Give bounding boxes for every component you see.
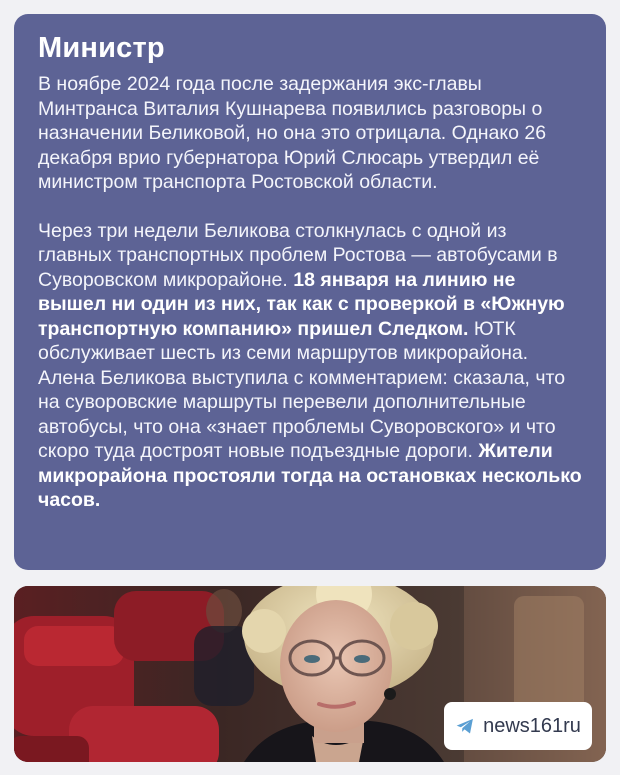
paragraph-2-text-a: Через три недели Беликова столкнулась с одной из главных транспортных проблем Ростова — автобусами в Суворовском микрорайоне. — [38, 219, 558, 291]
telegram-icon — [455, 716, 475, 736]
paragraph-2-bold-d: Жители микрорайона простояли тогда на остановках несколько часов. — [38, 440, 582, 511]
paragraph-2-bold-b: 18 января на линию не вышел ни один из них, так как с проверкой в «Южную транспортную компанию» пришел Следком. — [38, 268, 565, 340]
paragraph-2 — [38, 219, 584, 513]
paragraph-2-text-c: ЮТК обслуживает шесть из семи маршрутов микрорайона. Алена Беликова выступила с комментарием: сказала, что на суворовские маршруты перевели дополнительные автобусы, что она «знает проблемы Суворовского» и что скоро туда достроят новые подъездные дороги. — [38, 317, 566, 462]
source-badge[interactable] — [444, 702, 592, 750]
section-heading: Министр — [38, 32, 165, 64]
portrait-photo — [14, 586, 606, 762]
source-badge-label: news161ru — [483, 714, 581, 737]
text-card — [14, 14, 606, 570]
paragraph-1: В ноябре 2024 года после задержания экс-главы Минтранса Виталия Кушнарева появились разговоры о назначении Беликовой, но она это отрицала. Однако 26 декабря врио губернатора Юрий Слюсарь утвердил её министром транспорта Ростовской области. — [38, 73, 547, 193]
